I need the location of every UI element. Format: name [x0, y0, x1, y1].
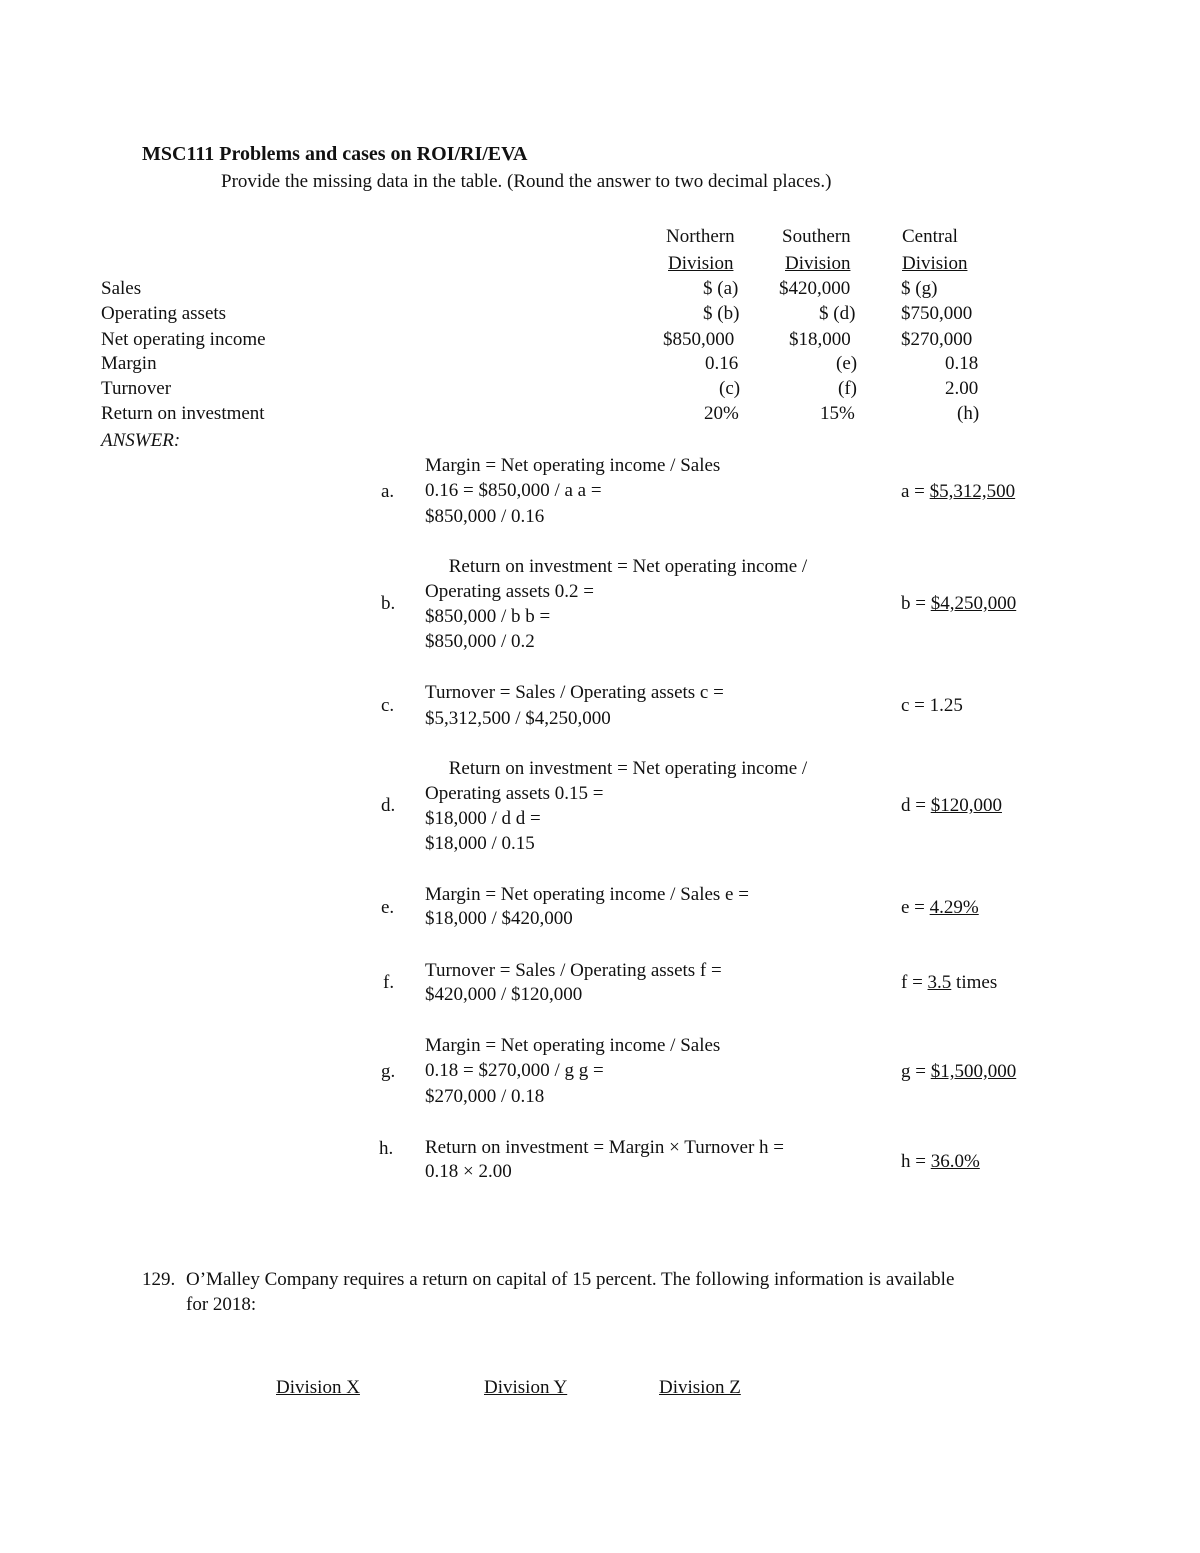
cell-central: $270,000 [901, 329, 973, 350]
answer-letter: a. [381, 481, 395, 502]
result-prefix: h = [901, 1151, 931, 1172]
result-value: $4,250,000 [930, 593, 1017, 614]
answer-line: 0.16 = $850,000 / a a = [425, 480, 602, 501]
result-value: $5,312,500 [929, 481, 1016, 502]
row-label: Sales [101, 278, 142, 299]
row-label: Return on investment [101, 403, 265, 424]
row-label: Net operating income [101, 329, 266, 350]
answer-line: $850,000 / b b = [425, 606, 551, 627]
result-suffix: times [951, 972, 998, 993]
result-value: 36.0% [930, 1151, 980, 1172]
cell-southern: (f) [838, 378, 857, 399]
answer-letter: h. [379, 1138, 394, 1159]
col-header-northern-sub: Division [668, 253, 734, 274]
cell-northern: $ (a) [703, 278, 739, 299]
answer-line: Return on investment = Net operating income / [425, 556, 808, 577]
answer-line: $270,000 / 0.18 [425, 1086, 545, 1107]
answer-line: Operating assets 0.2 = [425, 581, 595, 602]
answer-result [901, 793, 1002, 818]
answer-line: Operating assets 0.15 = [425, 783, 604, 804]
cell-southern: (e) [836, 353, 858, 374]
cell-southern: 15% [820, 403, 855, 424]
answer-letter: e. [381, 897, 395, 918]
answer-result [901, 895, 979, 920]
result-value: $120,000 [930, 795, 1002, 816]
answer-label: ANSWER: [101, 430, 181, 451]
cell-northern: (c) [719, 378, 741, 399]
answer-line: $420,000 / $120,000 [425, 984, 583, 1005]
result-prefix: a = [901, 481, 930, 502]
answer-letter: d. [381, 795, 396, 816]
answer-line: Margin = Net operating income / Sales e = [425, 884, 749, 905]
problem-text-line2: for 2018: [186, 1294, 257, 1315]
answer-line: 0.18 × 2.00 [425, 1161, 512, 1182]
answer-line: $850,000 / 0.16 [425, 506, 545, 527]
answer-line: $18,000 / d d = [425, 808, 541, 829]
cell-southern: $18,000 [789, 329, 851, 350]
result-prefix: e = [901, 897, 930, 918]
answer-line: $850,000 / 0.2 [425, 631, 535, 652]
answer-letter: b. [381, 593, 396, 614]
col-header-central: Central [902, 226, 958, 247]
cell-northern: $850,000 [663, 329, 735, 350]
answer-result [901, 1059, 1016, 1084]
answer-line: $5,312,500 / $4,250,000 [425, 708, 611, 729]
answer-line: $18,000 / $420,000 [425, 908, 573, 929]
instruction-text: Provide the missing data in the table. (Round the answer to two decimal places.) [221, 171, 832, 192]
cell-central: (h) [957, 403, 980, 424]
cell-central: 0.18 [945, 353, 979, 374]
answer-line: Return on investment = Net operating income / [425, 758, 808, 779]
result-prefix: c = 1.25 [901, 695, 963, 716]
answer-result [901, 1149, 980, 1174]
col-header-southern: Southern [782, 226, 851, 247]
page-title: MSC111 Problems and cases on ROI/RI/EVA [142, 143, 528, 165]
answer-result [901, 970, 997, 995]
answer-result [901, 693, 963, 718]
result-value: 4.29% [929, 897, 979, 918]
answer-line: Turnover = Sales / Operating assets c = [425, 682, 724, 703]
cell-northern: $ (b) [703, 303, 740, 324]
answer-line: Margin = Net operating income / Sales [425, 1035, 721, 1056]
result-prefix: b = [901, 593, 931, 614]
row-label: Margin [101, 353, 157, 374]
cell-northern: 0.16 [705, 353, 739, 374]
division-y-header: Division Y [484, 1377, 568, 1398]
col-header-southern-sub: Division [785, 253, 851, 274]
col-header-northern: Northern [666, 226, 735, 247]
result-prefix: d = [901, 795, 931, 816]
answer-result [901, 479, 1015, 504]
col-header-central-sub: Division [902, 253, 968, 274]
result-prefix: g = [901, 1061, 931, 1082]
answer-line: Turnover = Sales / Operating assets f = [425, 960, 722, 981]
cell-central: $ (g) [901, 278, 938, 299]
result-value: $1,500,000 [930, 1061, 1017, 1082]
division-x-header: Division X [276, 1377, 360, 1398]
answer-result [901, 591, 1016, 616]
problem-number: 129. [142, 1269, 176, 1290]
row-label: Turnover [101, 378, 172, 399]
row-label: Operating assets [101, 303, 227, 324]
answer-line: $18,000 / 0.15 [425, 833, 535, 854]
answer-letter: f. [383, 972, 395, 993]
answer-line: 0.18 = $270,000 / g g = [425, 1060, 604, 1081]
cell-central: 2.00 [945, 378, 979, 399]
answer-letter: g. [381, 1061, 396, 1082]
result-value: 3.5 [927, 972, 952, 993]
cell-southern: $ (d) [819, 303, 856, 324]
division-z-header: Division Z [659, 1377, 741, 1398]
answer-letter: c. [381, 695, 395, 716]
cell-southern: $420,000 [779, 278, 851, 299]
answer-line: Return on investment = Margin × Turnover h = [425, 1137, 785, 1158]
answer-line: Margin = Net operating income / Sales [425, 455, 721, 476]
cell-central: $750,000 [901, 303, 973, 324]
cell-northern: 20% [704, 403, 739, 424]
result-prefix: f = [901, 972, 928, 993]
problem-text-line1: O’Malley Company requires a return on capital of 15 percent. The following information is available [186, 1269, 955, 1290]
